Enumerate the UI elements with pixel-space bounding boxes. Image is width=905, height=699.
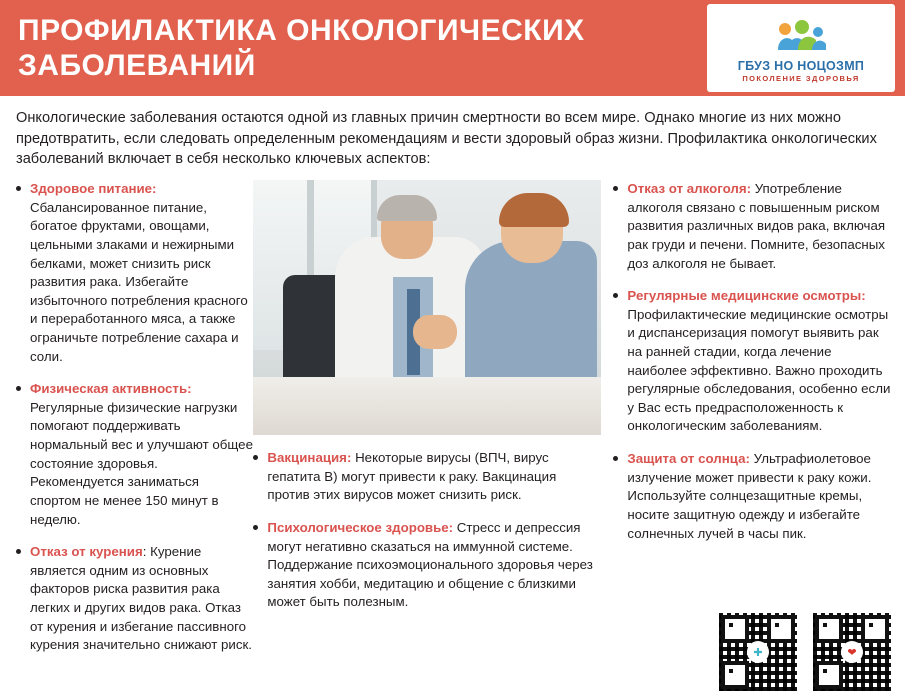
list-item-lead: Отказ от курения: [30, 544, 143, 560]
list-item: [613, 180, 893, 273]
list-item: [16, 180, 253, 366]
left-column: [16, 180, 253, 669]
list-item-text: Стресс и депрессия могут негативно сказаться на иммунной системе. Поддержание психоэмоционального здоровья через занятия хобби, медитацию и общение с близкими может быть полезным.: [267, 519, 593, 610]
qr-code-red[interactable]: [813, 613, 891, 691]
middle-column: [253, 180, 601, 669]
list-item-lead: Физическая активность:: [30, 381, 192, 397]
page-title: ПРОФИЛАКТИКА ОНКОЛОГИЧЕСКИХ ЗАБОЛЕВАНИЙ: [18, 13, 585, 82]
list-item-lead: Защита от солнца:: [627, 451, 750, 467]
logo-tagline: ПОКОЛЕНИЕ ЗДОРОВЬЯ: [742, 73, 860, 83]
list-item-lead: Регулярные медицинские осмотры:: [627, 288, 866, 304]
list-item: [253, 519, 601, 612]
qr-badge-icon: ❤: [841, 641, 863, 663]
qr-badge-icon: ✚: [747, 641, 769, 663]
right-column: [601, 180, 893, 669]
list-item-lead: Психологическое здоровье:: [267, 519, 454, 535]
list-item-text: Сбалансированное питание, богатое фруктами, овощами, цельными злаками и нежирными белками, может снизить риск развития рака. Избегайте избыточного потребления красного и переработанного мяса, а также ограничьте потребление сахара и соли.: [30, 199, 248, 364]
list-item-lead: Отказ от алкоголя:: [627, 181, 752, 197]
consultation-photo: [253, 180, 601, 435]
list-item-lead: Вакцинация:: [267, 450, 352, 466]
logo-figures-icon: [707, 14, 895, 56]
organization-logo: [707, 4, 895, 92]
list-item-text: Употребление алкоголя связано с повышенным риском развития различных видов рака, включая рак груди и печени. Помните, безопасных доз алкоголя не бывает.: [627, 181, 886, 271]
list-item: [16, 380, 253, 529]
list-item: [613, 287, 893, 436]
list-item-lead: Здоровое питание:: [30, 181, 157, 197]
list-item: [613, 450, 893, 543]
list-item-text: Ультрафиолетовое излучение может привести к раку кожи. Используйте солнцезащитные кремы, носите защитную одежду и избегайте солнечных лучей в часы пик.: [627, 451, 872, 541]
poster-header: [0, 0, 905, 96]
intro-paragraph: Онкологические заболевания остаются одной из главных причин смертности во всем мире. Однако многие из них можно предотвратить, если следовать определенным рекомендациям и вести здоровый образ жизни. Профилактика онкологических заболеваний включает в себя несколько ключевых аспектов:: [16, 110, 877, 168]
list-item-text: Регулярные физические нагрузки помогают поддерживать нормальный вес и улучшают общее состояние здоровья. Рекомендуется заниматься спортом не менее 150 минут в неделю.: [30, 399, 253, 527]
list-item-text: : Курение является одним из основных факторов риска развития рака легких и других видов рака. Отказ от курения и избегание пассивного курения значительно снижают риск.: [30, 544, 252, 653]
logo-name: ГБУЗ НО НОЦОЗМП: [737, 58, 865, 73]
list-item: [16, 543, 253, 655]
list-item-text: Профилактические медицинские осмотры и диспансеризация помогут выявить рак на ранней стадии, когда лечение наиболее эффективно. Важно проходить регулярные обследования, особенно если у Вас есть предрасположенность к онкологическим заболеваниям.: [627, 306, 891, 434]
content-columns: [0, 174, 905, 669]
list-item: [253, 449, 601, 505]
qr-code-teal[interactable]: [719, 613, 797, 691]
qr-code-row: [719, 613, 891, 691]
list-item-text: Некоторые вирусы (ВПЧ, вирус гепатита В) могут привести к раку. Вакцинация против этих вирусов может снизить риск.: [267, 450, 557, 503]
